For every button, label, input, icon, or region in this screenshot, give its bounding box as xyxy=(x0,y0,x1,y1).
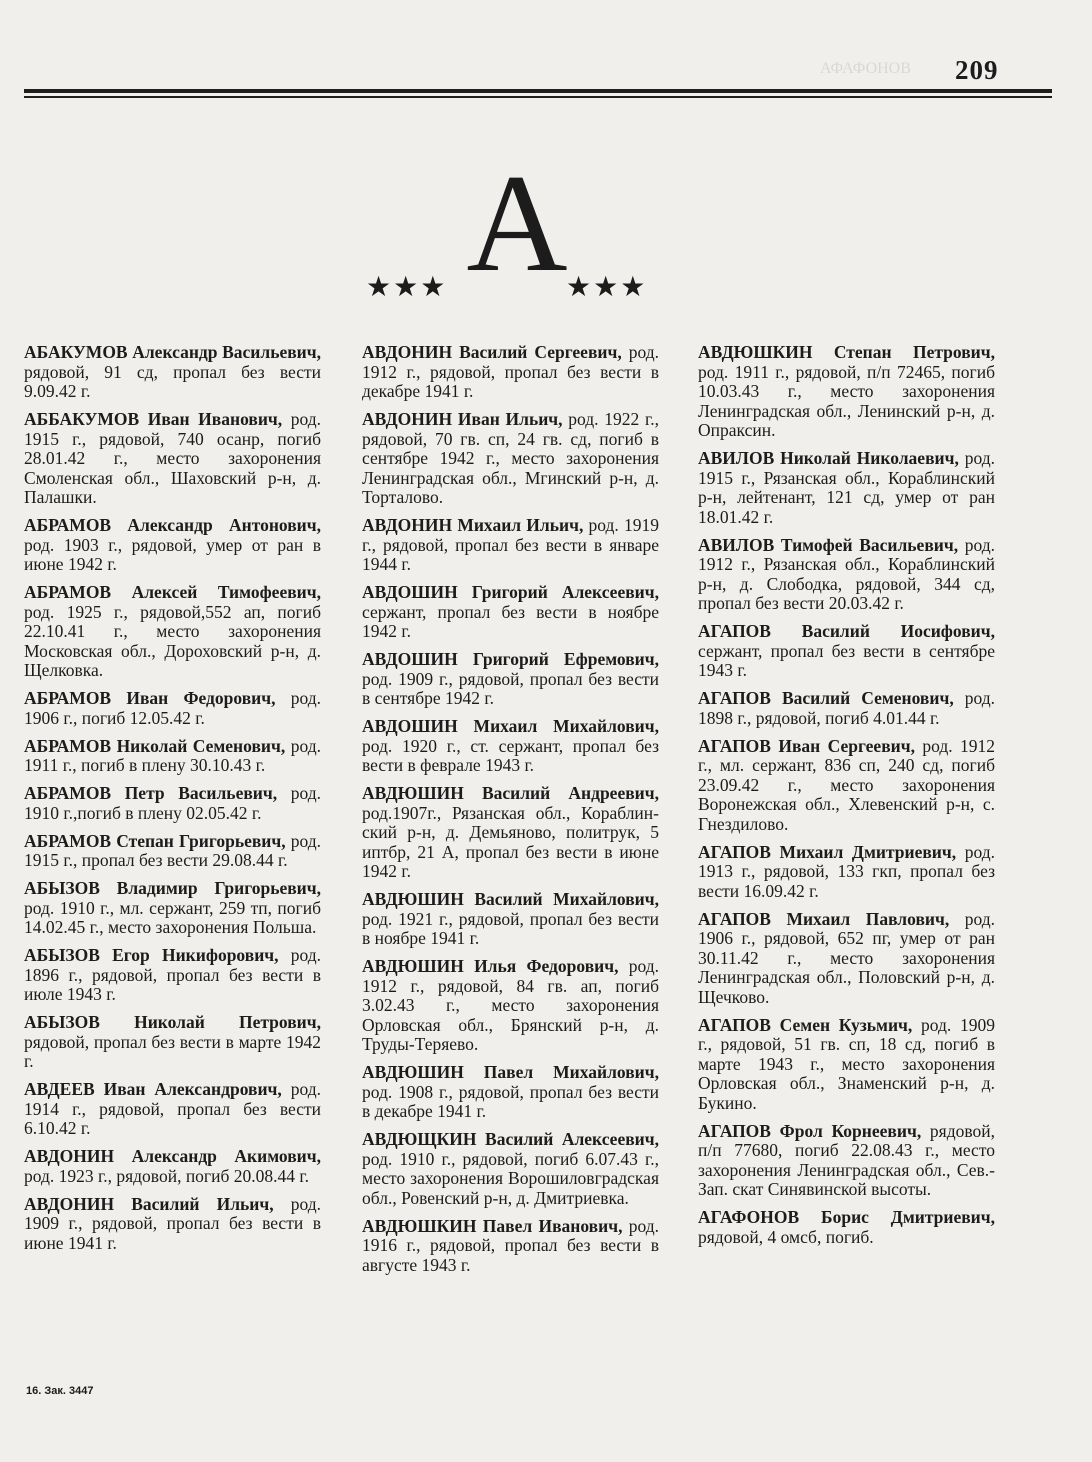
entry-name: АГАПОВ Иван Сергеевич, xyxy=(698,735,915,756)
entry-name: АВДЮШКИН Павел Иванович, xyxy=(362,1215,623,1236)
entry-name: АВИЛОВ Николай Николаевич, xyxy=(698,448,959,468)
entry xyxy=(698,536,995,614)
entry xyxy=(698,1016,995,1114)
entry-name: АБАКУМОВ Александр Васильевич, xyxy=(24,342,321,362)
entry xyxy=(698,689,995,728)
entry-name: АВДЮШИН Илья Федорович, xyxy=(362,956,619,976)
entry-text: род. 1906 г., погиб 12.05.42 г. xyxy=(24,688,321,728)
entry xyxy=(24,410,321,508)
entry xyxy=(24,1147,321,1186)
entry-name: АГАПОВ Василий Иосифович, xyxy=(698,621,995,641)
entry-name: АВДЮШКИН Степан Петрович, xyxy=(698,342,995,362)
entry-text: рядовой, п/п 77680, погиб 22.08.43 г., место захоронения Ленинградская обл., Сев.- Зап. скат Синявинской высоты. xyxy=(698,1120,996,1199)
star-icon-group-right: ★★★ xyxy=(566,272,648,303)
entry-text: род. 1898 г., рядовой, погиб 4.01.44 г. xyxy=(698,688,995,728)
entry-text: род. 1912 г., мл. сержант, 836 сп, 240 сд, погиб 23.09.42 г., место захоронения Воронежская обл., Хлевенский р-н, с. Гнездилово. xyxy=(698,735,996,834)
entry-text: род. 1911 г., рядовой, п/п 72465, погиб 10.03.43 г., место захоронения Ленинградская обл., Ленинский р-н, д. Опраксин. xyxy=(698,361,995,440)
entry xyxy=(698,622,995,681)
entry xyxy=(362,890,659,949)
entry-text: род. 1908 г., рядовой, пропал без вести в декабре 1941 г. xyxy=(362,1081,659,1121)
page-number: 209 xyxy=(955,55,999,85)
entry-name: АБЫЗОВ Николай Петрович, xyxy=(24,1012,321,1032)
entry-name: АБРАМОВ Николай Семенович, xyxy=(24,735,286,756)
entry-name: АГАПОВ Михаил Павлович, xyxy=(698,908,950,929)
entry-name: АВИЛОВ Тимофей Васильевич, xyxy=(698,534,959,555)
entry xyxy=(698,910,995,1008)
entry-name: АБРАМОВ Александр Антонович, xyxy=(24,515,321,535)
entry-text: рядовой, 91 сд, пропал без вести 9.09.42 г. xyxy=(24,361,321,401)
entry xyxy=(362,1130,659,1208)
entry-name: АБЫЗОВ Владимир Григорьевич, xyxy=(24,878,321,898)
entry-text: род. 1912 г., рядовой, пропал без вести в декабре 1941 г. xyxy=(362,342,659,401)
entry-text: род. 1913 г., рядовой, 133 гкп, пропал без вести 16.09.42 г. xyxy=(698,841,996,901)
entry xyxy=(24,832,321,871)
entry xyxy=(362,784,659,882)
entry-text: род.1907г., Рязанская обл., Кораблин-ский р-н, д. Демьяново, политрук, 5 иптбр, 21 А, пропал без вести в июне 1942 г. xyxy=(362,802,659,881)
entry-text: сержант, пропал без вести в ноябре 1942 г. xyxy=(362,601,659,641)
entry xyxy=(24,343,321,402)
entry xyxy=(698,737,995,835)
entry xyxy=(698,343,995,441)
entry-text: рядовой, 4 омсб, погиб. xyxy=(698,1226,874,1247)
entry-text: род. 1914 г., рядовой, пропал без вести 6.10.42 г. xyxy=(24,1079,321,1138)
entry-text: род. 1925 г., рядовой,552 ап, погиб 22.10.41 г., место захоронения Московская обл., Дороховский р-н, д. Щелковка. xyxy=(24,601,321,680)
entry-text: род. 1910 г., мл. сержант, 259 тп, погиб 14.02.45 г., место захоронения Польша. xyxy=(24,897,321,937)
bleed-through-text: АФАФОНОВ xyxy=(820,60,911,77)
entry-text: род. 1909 г., рядовой, пропал без вести в сентябре 1942 г. xyxy=(362,668,659,708)
entry xyxy=(24,784,321,823)
entry-text: род. 1910 г., рядовой, погиб 6.07.43 г., место захоронения Ворошиловградская обл., Ровенский р-н, д. Дмитриевка. xyxy=(362,1148,659,1208)
entry-name: АВДЕЕВ Иван Александрович, xyxy=(24,1079,282,1099)
entry-text: род. 1910 г.,погиб в плену 02.05.42 г. xyxy=(24,783,321,823)
entry-text: род. 1922 г., рядовой, 70 гв. сп, 24 гв. сд, погиб в сентябре 1942 г., место захоронения Ленинградская обл., Мгинский р-н, д. Торталово. xyxy=(362,409,659,507)
entry xyxy=(362,583,659,642)
entry-text: сержант, пропал без вести в сентябре 1943 г. xyxy=(698,640,995,680)
header-rule-thick xyxy=(24,89,1052,93)
entry xyxy=(362,957,659,1055)
section-letter: А xyxy=(466,146,568,301)
entry-name: АВДОНИН Василий Сергеевич, xyxy=(362,342,622,362)
entry-text: род. 1911 г., погиб в плену 30.10.43 г. xyxy=(24,735,321,775)
column-1 xyxy=(24,343,321,1262)
entry xyxy=(24,1080,321,1139)
entry xyxy=(698,1208,995,1247)
entry-name: АБРАМОВ Алексей Тимофеевич, xyxy=(24,582,321,602)
entry xyxy=(362,717,659,776)
entry-name: АГАФОНОВ Борис Дмитриевич, xyxy=(698,1207,995,1227)
entry-text: род. 1915 г., Рязанская обл., Кораблинский р-н, лейтенант, 121 сд, умер от ран 18.01.42 г. xyxy=(698,448,995,527)
entry-text: род. 1915 г., рядовой, 740 осанр, погиб 28.01.42 г., место захоронения Смоленская обл., Шаховский р-н, д. Палашки. xyxy=(24,409,322,507)
entry xyxy=(24,737,321,776)
entry xyxy=(362,343,659,402)
entry-name: АВДЮШИН Василий Андреевич, xyxy=(362,783,659,803)
entry-name: АБЫЗОВ Егор Никифорович, xyxy=(24,945,279,965)
entry xyxy=(698,843,995,902)
entry-text: род. 1906 г., рядовой, 652 пг, умер от ран 30.11.42 г., место захоронения Ленинградская обл., Половский р-н, д. Щечково. xyxy=(698,908,995,1007)
entry xyxy=(24,583,321,681)
entry xyxy=(698,1122,995,1200)
entry xyxy=(362,516,659,575)
entry-text: рядовой, пропал без вести в марте 1942 г. xyxy=(24,1031,321,1071)
entry-name: АББАКУМОВ Иван Иванович, xyxy=(24,409,283,429)
entry-name: АВДОШИН Григорий Алексеевич, xyxy=(362,582,659,602)
entry-text: род. 1903 г., рядовой, умер от ран в июне 1942 г. xyxy=(24,534,321,574)
entry-name: АВДОШИН Михаил Михайлович, xyxy=(362,716,659,736)
entry-name: АГАПОВ Василий Семенович, xyxy=(698,688,954,708)
entry-name: АВДОНИН Александр Акимович, xyxy=(24,1146,321,1166)
entry-text: род. 1912 г., Рязанская обл., Кораблинский р-н, д. Слободка, рядовой, 344 сд, пропал без вести 20.03.42 г. xyxy=(698,534,996,613)
column-2 xyxy=(362,343,659,1284)
entry-name: АГАПОВ Михаил Дмитриевич, xyxy=(698,841,957,862)
entry-text: род. 1909 г., рядовой, 51 гв. сп, 18 сд, погиб в марте 1943 г., место захоронения Орловская обл., Знаменский р-н, д. Букино. xyxy=(698,1014,995,1113)
entry-text: род. 1921 г., рядовой, пропал без вести в ноябре 1941 г. xyxy=(362,908,659,948)
entry xyxy=(24,516,321,575)
entry-name: АВДЮЩКИН Василий Алексеевич, xyxy=(362,1129,659,1149)
footer-print-mark: 16. Зак. 3447 xyxy=(26,1385,94,1397)
entry xyxy=(362,410,659,508)
entry-text: род. 1919 г., рядовой, пропал без вести в январе 1944 г. xyxy=(362,515,660,574)
entry-text: род. 1920 г., ст. сержант, пропал без вести в феврале 1943 г. xyxy=(362,735,659,775)
entry-text: род. 1896 г., рядовой, пропал без вести в июле 1943 г. xyxy=(24,945,322,1004)
entry-name: АВДОНИН Михаил Ильич, xyxy=(362,515,584,535)
entry-text: род. 1912 г., рядовой, 84 гв. ап, погиб 3.02.43 г., место захоронения Орловская обл., Брянский р-н, д. Труды-Теряево. xyxy=(362,956,659,1054)
entry-name: АГАПОВ Семен Кузьмич, xyxy=(698,1014,913,1035)
section-letter-block xyxy=(352,146,682,314)
entry xyxy=(362,1063,659,1122)
entry xyxy=(362,650,659,709)
entry-name: АВДОШИН Григорий Ефремович, xyxy=(362,649,659,669)
entry xyxy=(362,1217,659,1276)
header-rule-thin xyxy=(24,96,1052,98)
entry-name: АВДОНИН Иван Ильич, xyxy=(362,409,563,429)
entry xyxy=(698,449,995,527)
entry xyxy=(24,879,321,938)
entry-text: род. 1909 г., рядовой, пропал без вести в июне 1941 г. xyxy=(24,1193,321,1253)
entry-text: род. 1923 г., рядовой, погиб 20.08.44 г. xyxy=(24,1165,309,1186)
entry xyxy=(24,946,321,1005)
entry xyxy=(24,1195,321,1254)
entry-name: АБРАМОВ Степан Григорьевич, xyxy=(24,830,286,851)
star-icon-group-left: ★★★ xyxy=(366,272,448,303)
entry xyxy=(24,689,321,728)
entry-name: АГАПОВ Фрол Корнеевич, xyxy=(698,1120,922,1141)
entry-name: АВДОНИН Василий Ильич, xyxy=(24,1193,274,1214)
entry-name: АВДЮШИН Василий Михайлович, xyxy=(362,889,659,909)
entry-text: род. 1915 г., пропал без вести 29.08.44 г. xyxy=(24,830,321,870)
entry-name: АБРАМОВ Петр Васильевич, xyxy=(24,783,278,803)
entry-name: АБРАМОВ Иван Федорович, xyxy=(24,688,276,708)
entry-name: АВДЮШИН Павел Михайлович, xyxy=(362,1062,659,1082)
entry-text: род. 1916 г., рядовой, пропал без вести в августе 1943 г. xyxy=(362,1215,660,1275)
column-3 xyxy=(698,343,995,1256)
entry xyxy=(24,1013,321,1072)
